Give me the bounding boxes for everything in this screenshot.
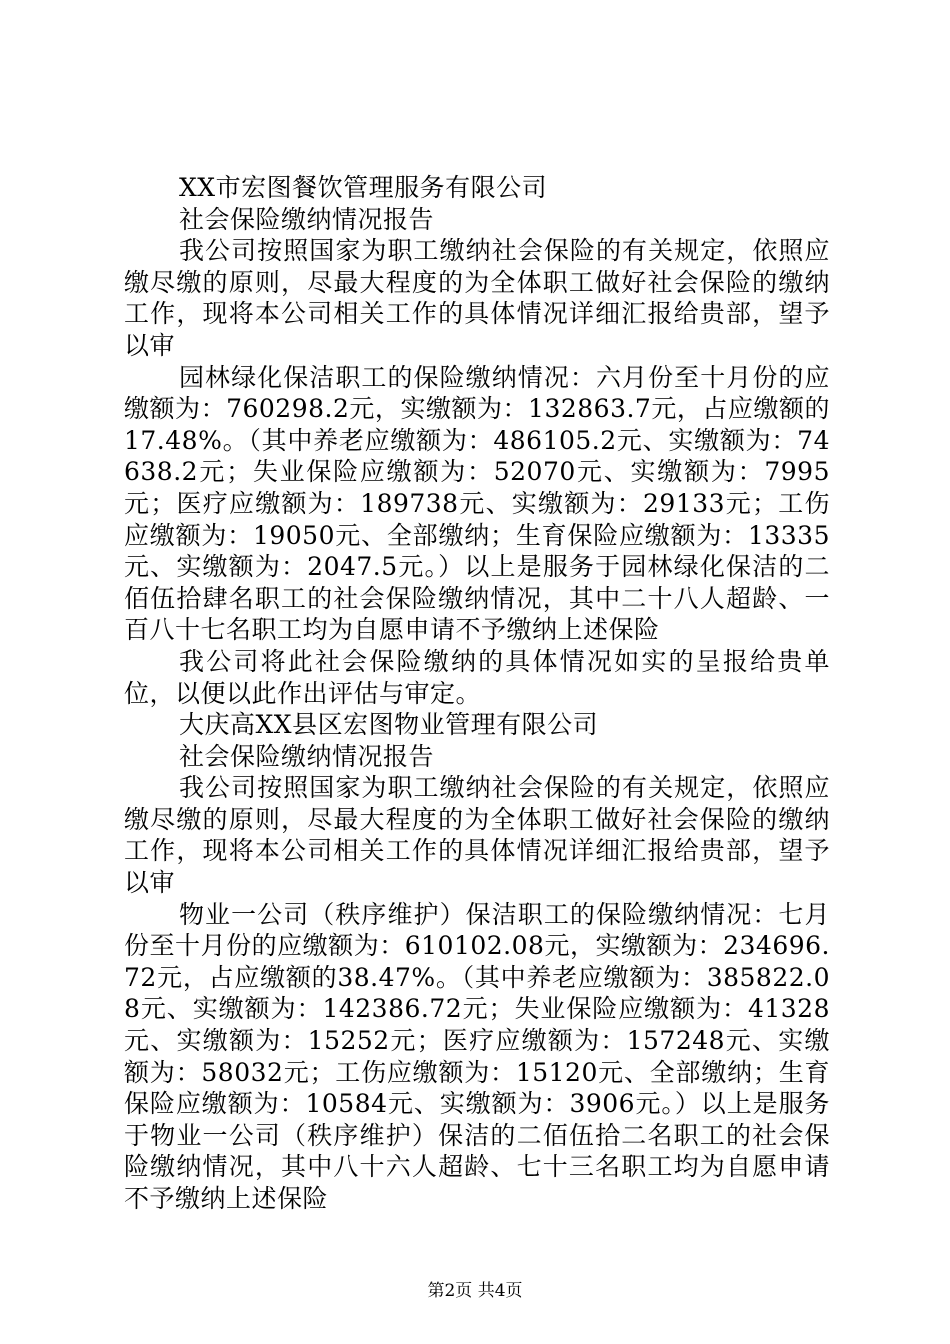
intro-paragraph-1: 我公司按照国家为职工缴纳社会保险的有关规定，依照应缴尽缴的原则，尽最大程度的为全体职工做好社会保险的缴纳工作，现将本公司相关工作的具体情况详细汇报给贵部，望予以审 <box>124 236 830 360</box>
report-title-2: 社会保险缴纳情况报告 <box>179 741 435 771</box>
payment-details-paragraph-1: 园林绿化保洁职工的保险缴纳情况：六月份至十月份的应缴额为：760298.2元，实缴额为：132863.7元，占应缴额的17.48%。（其中养老应缴额为：486105.2元、实缴额为：74638.2元；失业保险应缴额为：52070元、实缴额为：7995元；医疗应缴额为：189738元、实缴额为：29133元；工伤应缴额为：19050元、全部缴纳；生育保险应缴额为：13335元、实缴额为：2047.5元。）以上是服务于园林绿化保洁的二佰伍拾肆名职工的社会保险缴纳情况，其中二十八人超龄、一百八十七名职工均为自愿申请不予缴纳上述保险 <box>124 362 830 645</box>
company-title-1: XX市宏图餐饮管理服务有限公司 <box>179 173 548 202</box>
page-number-footer: 第2页 共4页 <box>427 1281 523 1301</box>
company-title-2: 大庆高XX县区宏图物业管理有限公司 <box>179 710 599 740</box>
report-title-1: 社会保险缴纳情况报告 <box>179 204 435 234</box>
intro-paragraph-2: 我公司按照国家为职工缴纳社会保险的有关规定，依照应缴尽缴的原则，尽最大程度的为全体职工做好社会保险的缴纳工作，现将本公司相关工作的具体情况详细汇报给贵部，望予以审 <box>124 773 830 898</box>
document-body <box>124 172 830 1215</box>
closing-paragraph-1: 我公司将此社会保险缴纳的具体情况如实的呈报给贵单位，以便以此作出评估与审定。 <box>124 646 830 708</box>
payment-details-paragraph-2: 物业一公司（秩序维护）保洁职工的保险缴纳情况：七月份至十月份的应缴额为：610102.08元，实缴额为：234696.72元，占应缴额的38.47%。（其中养老应缴额为：385822.08元、实缴额为：142386.72元；失业保险应缴额为：41328元、实缴额为：15252元；医疗应缴额为：157248元、实缴额为：58032元；工伤应缴额为：15120元、全部缴纳；生育保险应缴额为：10584元、实缴额为：3906元。）以上是服务于物业一公司（秩序维护）保洁的二佰伍拾二名职工的社会保险缴纳情况，其中八十六人超龄、七十三名职工均为自愿申请不予缴纳上述保险 <box>124 899 830 1213</box>
